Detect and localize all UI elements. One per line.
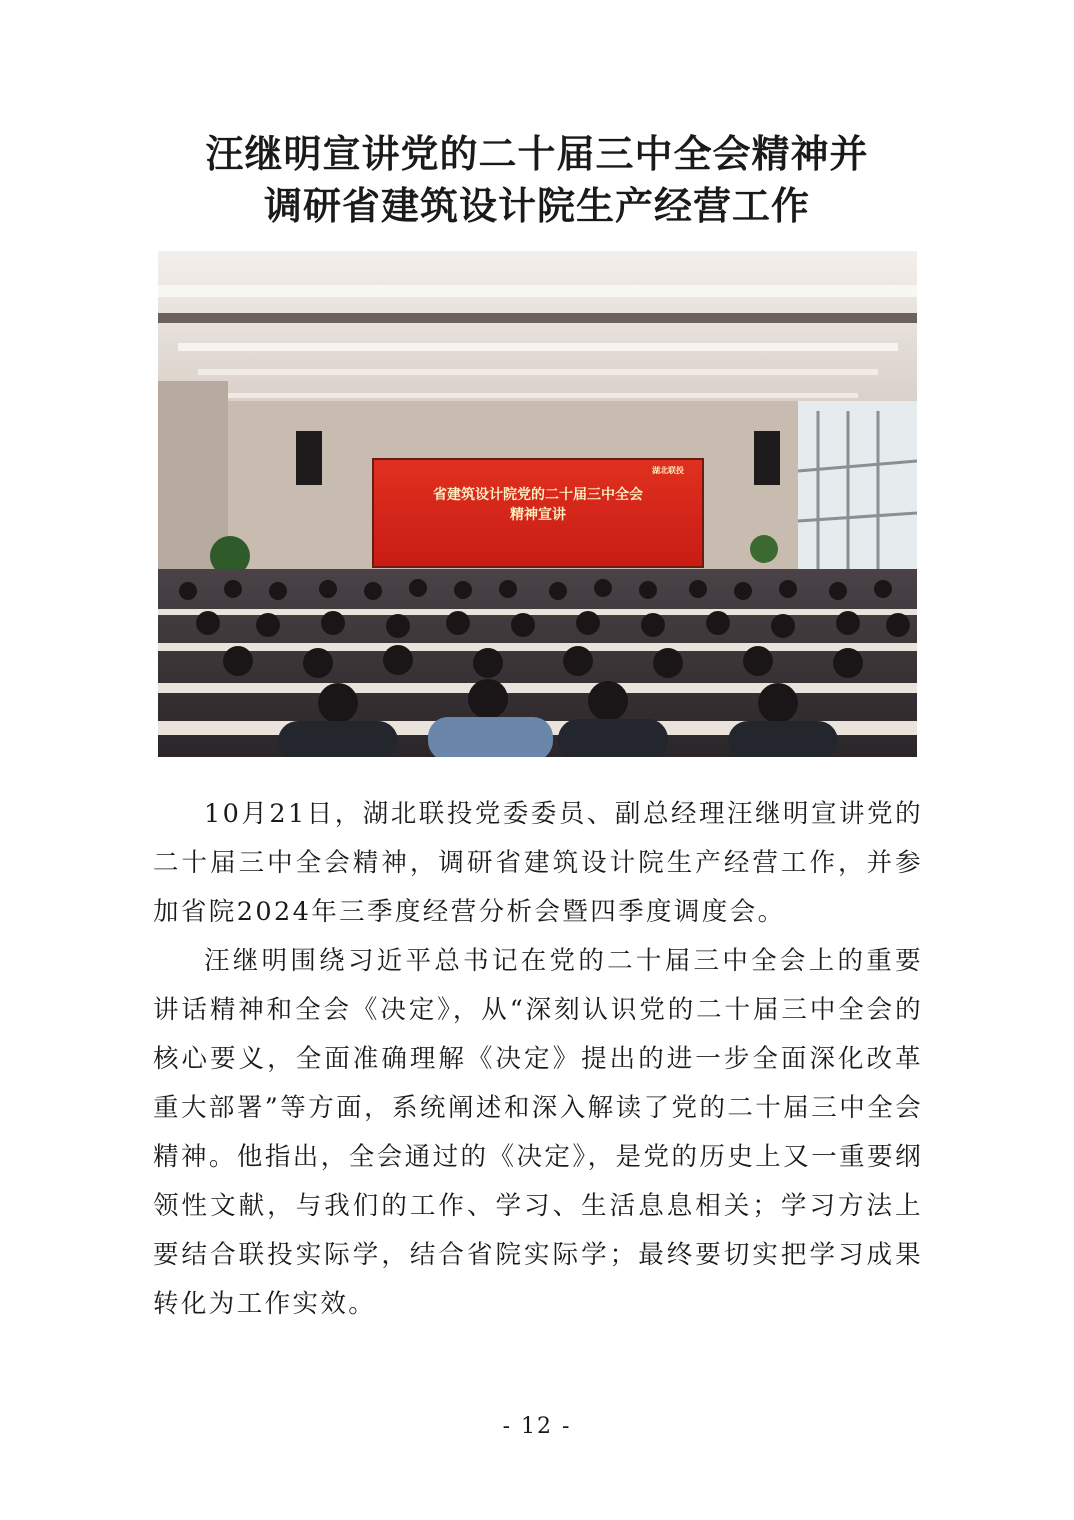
screen-title-line-1: 省建筑设计院党的二十届三中全会 (433, 487, 643, 503)
article-title (0, 128, 1074, 232)
page-number: - 12 - (502, 1414, 572, 1439)
paragraph-1: 10月21日，湖北联投党委委员、副总经理汪继明宣讲党的二十届三中全会精神，调研省建筑设计院生产经营工作，并参加省院2024年三季度经营分析会暨四季度调度会。 (153, 799, 923, 927)
screen-title-line-2: 精神宣讲 (510, 507, 566, 523)
article-body (153, 790, 923, 1329)
title-line-1: 汪继明宣讲党的二十届三中全会精神并 (205, 131, 869, 176)
conference-photo (158, 251, 917, 757)
title-line-2: 调研省建筑设计院生产经营工作 (263, 183, 810, 228)
screen-logo: 湖北联投 (652, 466, 684, 475)
paragraph-2: 汪继明围绕习近平总书记在党的二十届三中全会上的重要讲话精神和全会《决定》，从“深刻认识党的二十届三中全会的核心要义，全面准确理解《决定》提出的进一步全面深化改革重大部署”等方面，系统阐述和深入解读了党的二十届三中全会精神。他指出，全会通过的《决定》，是党的历史上又一重要纲领性文献，与我们的工作、学习、生活息息相关；学习方法上要结合联投实际学，结合省院实际学；最终要切实把学习成果转化为工作实效。 (153, 946, 923, 1319)
